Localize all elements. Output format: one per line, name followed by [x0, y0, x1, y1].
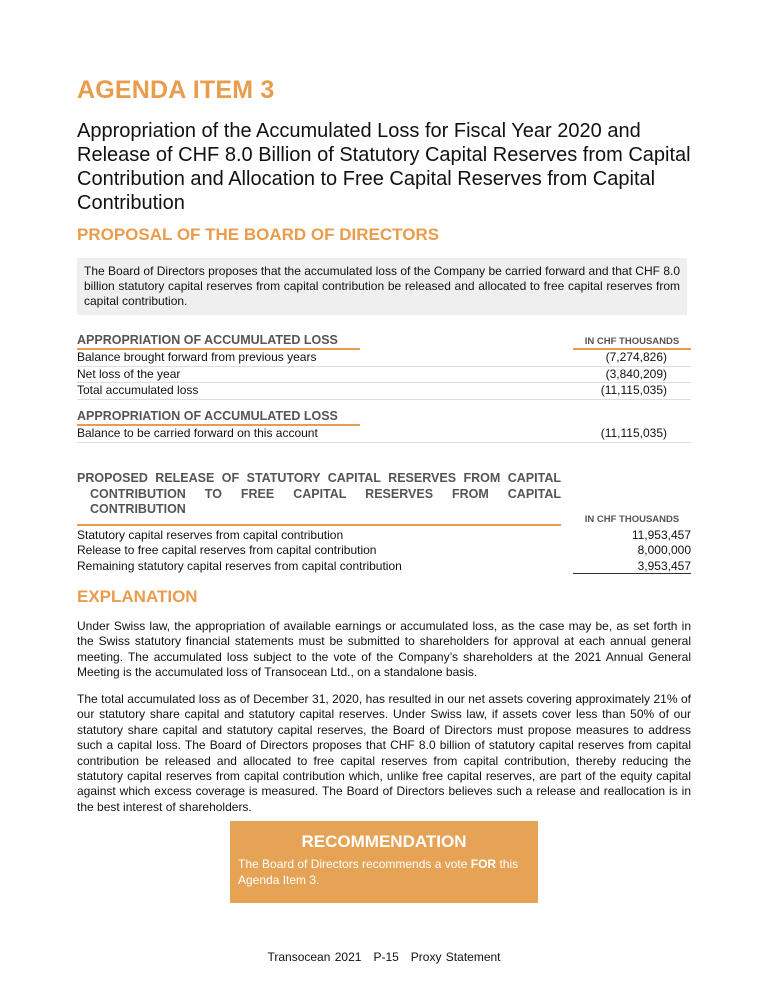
table-row [77, 367, 691, 384]
row-value: 11,953,457 [631, 527, 691, 542]
heading-line: CONTRIBUTION [90, 502, 186, 516]
unit-label: IN CHF THOUSANDS [573, 336, 691, 350]
recommendation-box [230, 821, 538, 903]
text: this Agenda Item 3. [238, 857, 519, 887]
row-value: (7,274,826) [605, 350, 667, 364]
agenda-title: AGENDA ITEM 3 [77, 76, 275, 104]
heading-line: CONTRIBUTION TO FREE CAPITAL RESERVES FROM CAPITAL [90, 486, 561, 501]
row-value: (11,115,035) [600, 426, 667, 440]
row-label: Remaining statutory capital reserves from capital contribution [77, 558, 402, 573]
page-footer [0, 950, 768, 964]
unit-label: IN CHF THOUSANDS [584, 513, 680, 525]
row-label: Release to free capital reserves from capital contribution [77, 543, 377, 557]
table-row [77, 350, 691, 367]
table-heading: APPROPRIATION OF ACCUMULATED LOSS [77, 409, 360, 426]
explanation-paragraph: Under Swiss law, the appropriation of available earnings or accumulated loss, as the case may be, as set forth in the Swiss statutory financial statements must be submitted to shareholders for approval at each annual general meeting. The accumulated loss subject to the vote of the Company’s shareholders at the 2021 Annual General Meeting is the accumulated loss of Transocean Ltd., on a standalone basis. [77, 619, 691, 680]
proposal-heading: PROPOSAL OF THE BOARD OF DIRECTORS [77, 225, 440, 244]
recommendation-heading: RECOMMENDATION [301, 832, 467, 851]
footer-company: Transocean 2021 [267, 950, 362, 964]
page-number: P-15 [373, 950, 399, 964]
row-label: Balance brought forward from previous years [77, 350, 317, 364]
agenda-subtitle: Appropriation of the Accumulated Loss for Fiscal Year 2020 and Release of CHF 8.0 Billion of Statutory Capital Reserves from Capital Contribution and Allocation to Free Capital Reserves from Capital Contribution [77, 120, 691, 214]
table-heading: APPROPRIATION OF ACCUMULATED LOSS [77, 333, 360, 350]
vote-for: FOR [470, 857, 497, 871]
table-row [77, 559, 691, 575]
footer-doc: Proxy Statement [410, 950, 501, 964]
heading-line: PROPOSED RELEASE OF STATUTORY CAPITAL RESERVES FROM CAPITAL [77, 471, 561, 485]
recommendation-text [238, 857, 530, 888]
proposal-text: The Board of Directors proposes that the accumulated loss of the Company be carried forward and that CHF 8.0 billion statutory capital reserves from capital contribution be released and allocated to free capital reserves from capital contribution. [77, 258, 687, 315]
row-value: 8,000,000 [637, 543, 691, 557]
row-value: (11,115,035) [600, 383, 667, 397]
row-label: Total accumulated loss [77, 383, 199, 397]
release-table [77, 471, 691, 574]
row-label: Statutory capital reserves from capital contribution [77, 527, 344, 542]
row-label: Net loss of the year [77, 366, 181, 381]
text: The Board of Directors recommends a vote [238, 857, 471, 871]
row-value: 3,953,457 [573, 559, 691, 575]
explanation-paragraph: The total accumulated loss as of December 31, 2020, has resulted in our net assets covering approximately 21% of our statutory share capital and statutory capital reserves. Under Swiss law, if assets cover less than 50% of our statutory share capital and statutory capital reserves, the Board of Directors must propose measures to address such a capital loss. The Board of Directors proposes that CHF 8.0 billion of statutory capital reserves from capital contribution be released and allocated to free capital reserves from capital contribution, thereby reducing the statutory capital reserves from capital contribution which, unlike free capital reserves, are part of the equity capital against which excess coverage is measured. The Board of Directors believes such a release and reallocation is in the best interest of shareholders. [77, 692, 691, 814]
row-value: (3,840,209) [605, 366, 667, 381]
table-row [77, 383, 691, 400]
explanation-heading: EXPLANATION [77, 587, 198, 606]
appropriation-carry-table [77, 409, 691, 443]
row-label: Balance to be carried forward on this account [77, 426, 318, 440]
appropriation-table [77, 333, 691, 400]
table-row [77, 528, 691, 544]
table-heading [77, 471, 561, 526]
table-row [77, 543, 691, 559]
table-row [77, 426, 691, 443]
